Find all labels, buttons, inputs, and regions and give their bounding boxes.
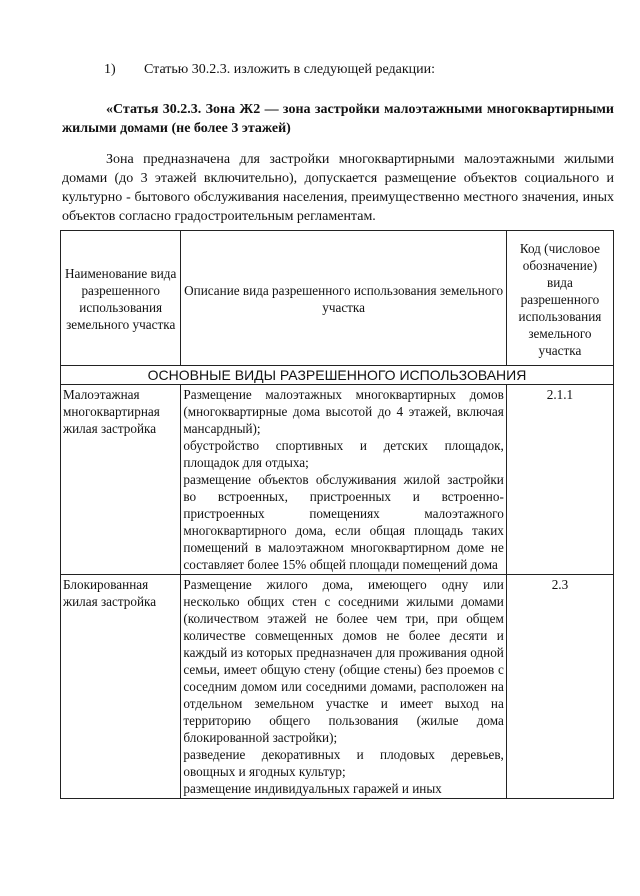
use-description — [181, 575, 506, 799]
use-name: Малоэтажная многоквартирная жилая застройка — [61, 385, 181, 575]
section-row — [61, 366, 614, 385]
description-line: Размещение жилого дома, имеющего одну или несколько общих стен с соседними жилыми домами (количеством этажей не более чем три, при общем количестве совмещенных домов не более десяти и каждый из которых предназначен для проживания одной семьи, имеет общую стену (общие стены) без проемов с соседним домом или соседними домами, расположен на отдельном земельном участке и имеет выход на территорию общего пользования (жилые дома блокированной застройки); — [183, 577, 504, 745]
description-line: разведение декоративных и плодовых деревьев, овощных и ягодных культур; — [183, 747, 504, 779]
description-line: обустройство спортивных и детских площадок, площадок для отдыха; — [183, 438, 504, 470]
use-code: 2.3 — [506, 575, 613, 799]
section-title: ОСНОВНЫЕ ВИДЫ РАЗРЕШЕННОГО ИСПОЛЬЗОВАНИЯ — [61, 366, 614, 385]
description-line: размещение объектов обслуживания жилой застройки во встроенных, пристроенных и встроенно-пристроенных помещениях малоэтажного многоквартирного дома, если общая площадь таких помещений в малоэтажном многоквартирном доме не составляет более 15% общей площади помещений дома — [183, 472, 504, 572]
table-row — [61, 575, 614, 799]
description-line: Размещение малоэтажных многоквартирных домов (многоквартирные дома высотой до 4 этажей, включая мансардный); — [183, 387, 504, 436]
header-description: Описание вида разрешенного использования земельного участка — [181, 231, 506, 366]
amendment-item — [104, 62, 435, 78]
table-row — [61, 385, 614, 575]
zone-description-paragraph: Зона предназначена для застройки многоквартирными малоэтажными жилыми домами (до 3 этажей включительно), допускается размещение объектов социального и культурно - бытового обслуживания населения, преимущественно местного значения, иных объектов согласно градостроительным регламентам. — [62, 152, 614, 224]
description-line: размещение индивидуальных гаражей и иных — [183, 781, 442, 796]
use-description — [181, 385, 506, 575]
article-heading: «Статья 30.2.3. Зона Ж2 — зона застройки малоэтажными многоквартирными жилыми домами (не более 3 этажей) — [62, 102, 614, 136]
permitted-use-table — [60, 230, 614, 799]
item-text: Статью 30.2.3. изложить в следующей редакции: — [144, 62, 436, 77]
header-name: Наименование вида разрешенного использования земельного участка — [61, 231, 181, 366]
table-header-row — [61, 231, 614, 366]
use-name: Блокированная жилая застройка — [61, 575, 181, 799]
header-code: Код (числовое обозначение) вида разрешенного использования земельного участка — [506, 231, 613, 366]
item-number: 1) — [104, 62, 116, 77]
use-code: 2.1.1 — [506, 385, 613, 575]
